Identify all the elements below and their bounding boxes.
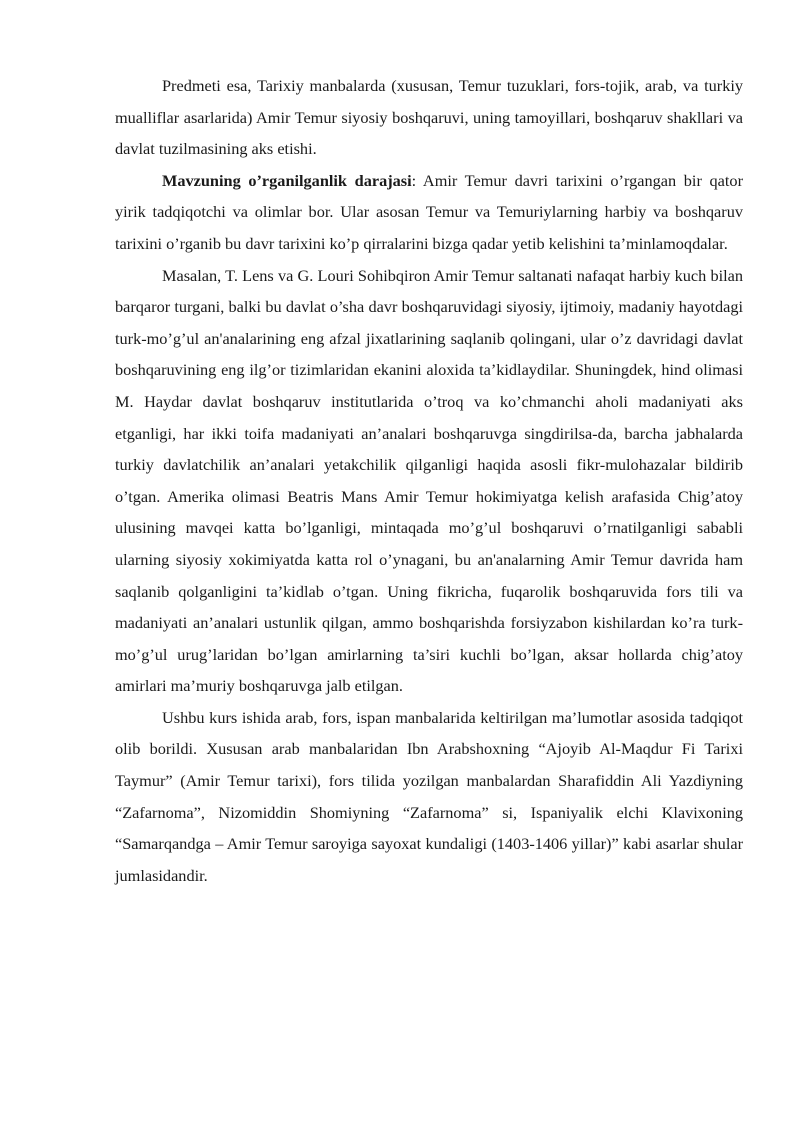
paragraph-heading: Mavzuning o’rganilganlik darajasi xyxy=(162,170,412,190)
paragraph-study-level xyxy=(115,165,743,260)
paragraph-text: Masalan, T. Lens va G. Louri Sohibqiron Amir Temur saltanati nafaqat harbiy kuch bilan barqaror turgani, balki bu davlat o’sha davr boshqaruvidagi siyosiy, ijtimoiy, madaniy hayotdagi turk-mo’g’ul an'analarining eng afzal jixatlarining saqlanib qolingani, ular o’z davridagi davlat boshqaruvining eng ilg’or tizimlaridan ekanini aloxida ta’kidlaydilar. Shuningdek, hind olimasi M. Haydar davlat boshqaruv institutlarida o’troq va ko’chmanchi aholi madaniyati aks etganligi, har ikki toifa madaniyati an’analari boshqaruvga singdirilsa-da, barcha jabhalarda turkiy davlatchilik an’analari yetakchilik qilganligi haqida asosli fikr-mulohazalar bildirib o’tgan. Amerika olimasi Beatris Mans Amir Temur hokimiyatga kelish arafasida Chig’atoy ulusining mavqei katta bo’lganligi, mintaqada mo’g’ul boshqaruvi o’rnatilganligi sababli ularning siyosiy xokimiyatda katta rol o’ynagani, bu an'analarning Amir Temur davrida ham saqlanib qolganligini ta’kidlab o’tgan. Uning fikricha, fuqarolik boshqaruvida fors tili va madaniyati an’analari ustunlik qilgan, ammo boshqarishda forsiyzabon kishilardan ko’ra turk-mo’g’ul urug’laridan bo’lgan amirlarning ta’siri kuchli bo’lgan, aksar hollarda chig’atoy amirlari ma’muriy boshqaruvga jalb etilgan. xyxy=(115,265,743,696)
paragraph-scholars xyxy=(115,260,743,702)
paragraph-subject xyxy=(115,70,743,165)
paragraph-text: : Amir Temur davri tarixini o’rgangan bir qator yirik tadqiqotchi va olimlar bor. Ular asosan Temur va Temuriylarning harbiy va boshqaruv tarixini o’rganib bu davr tarixini ko’p qirralarini bizga qadar yetib kelishini ta’minlamoqdalar. xyxy=(115,170,743,253)
paragraph-text: Ushbu kurs ishida arab, fors, ispan manbalarida keltirilgan ma’lumotlar asosida tadqiqot olib borildi. Xususan arab manbalaridan Ibn Arabshoxning “Ajoyib Al-Maqdur Fi Tarixi Taymur” (Amir Temur tarixi), fors tilida yozilgan manbalardan Sharafiddin Ali Yazdiyning “Zafarnoma”, Nizomiddin Shomiyning “Zafarnoma” si, Ispaniyalik elchi Klavixoning “Samarqandga – Amir Temur saroyiga sayoxat kundaligi (1403-1406 yillar)” kabi asarlar shular jumlasidandir. xyxy=(115,707,743,885)
paragraph-text: Predmeti esa, Tarixiy manbalarda (xususan, Temur tuzuklari, fors-tojik, arab, va turkiy mualliflar asarlarida) Amir Temur siyosiy boshqaruvi, uning tamoyillari, boshqaruv shakllari va davlat tuzilmasining aks etishi. xyxy=(115,76,743,159)
document-page xyxy=(115,70,743,891)
paragraph-sources xyxy=(115,702,743,892)
